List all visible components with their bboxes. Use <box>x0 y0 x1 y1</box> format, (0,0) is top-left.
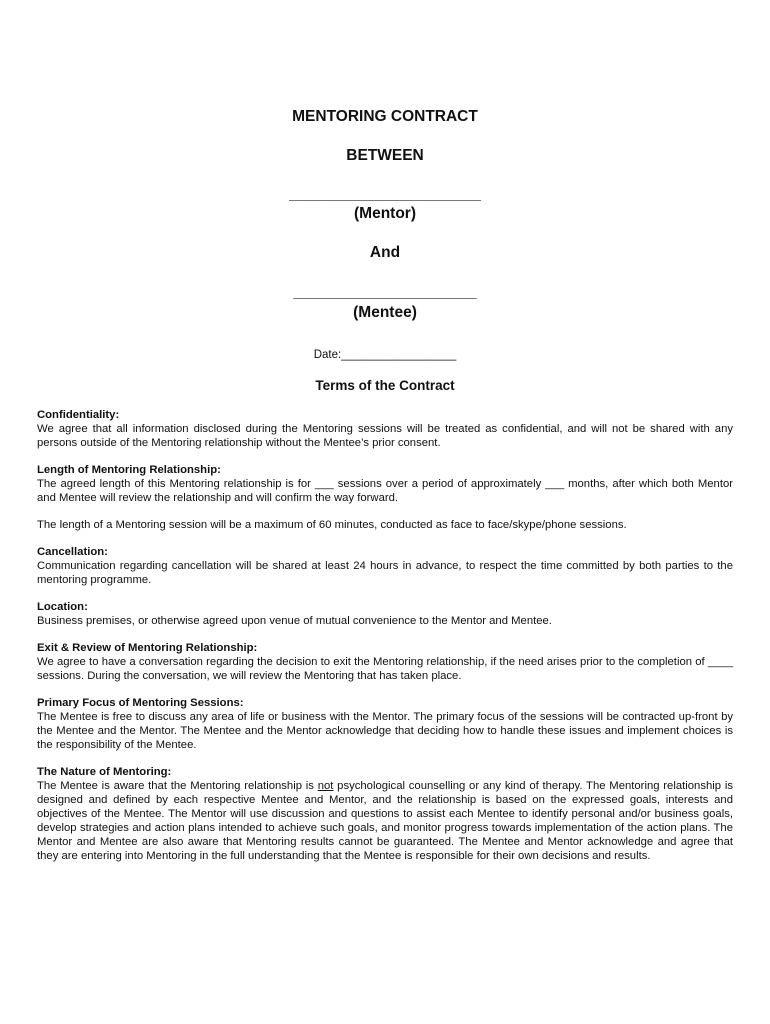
section-heading: Location: <box>37 601 88 613</box>
mentee-label: (Mentee) <box>353 304 417 321</box>
section-text <box>37 779 733 863</box>
mentor-name-line: _______________________ <box>289 186 481 203</box>
section-heading: Primary Focus of Mentoring Sessions: <box>37 697 244 709</box>
section-heading: Cancellation: <box>37 546 108 558</box>
mentor-label: (Mentor) <box>354 205 416 222</box>
section-text: Communication regarding cancellation will be shared at least 24 hours in advance, to respect the time committed by both parties to the mentoring programme. <box>37 560 733 586</box>
session-length-paragraph <box>37 518 733 532</box>
and-label: And <box>369 244 401 261</box>
section-text: Business premises, or otherwise agreed upon venue of mutual convenience to the Mentor and Mentee. <box>37 615 552 627</box>
section-heading: Exit & Review of Mentoring Relationship: <box>37 642 258 654</box>
confidentiality-section <box>37 408 733 450</box>
not-emphasis: not <box>317 780 334 792</box>
section-text: We agree that all information disclosed during the Mentoring sessions will be treated as confidential, and will not be shared with any persons outside of the Mentoring relationship without the Mentee’s prior consent. <box>37 423 733 449</box>
date-field: Date:__________________ <box>313 349 457 361</box>
contract-title: MENTORING CONTRACT <box>292 108 478 125</box>
exit-review-section <box>37 641 733 683</box>
section-text: We agree to have a conversation regarding the decision to exit the Mentoring relationship, if the need arises prior to the completion of ____ sessions. During the conversation, we will review the Mentoring that has taken place. <box>37 656 733 682</box>
nature-text-rest: psychological counselling or any kind of therapy. The Mentoring relationship is designed and defined by each respective Mentee and Mentor, and the relationship is based on the expressed goals, interests and objectives of the Mentee. The Mentor will use discussion and questions to assist each Mentee to identify personal and/or business goals, develop strategies and action plans intended to achieve such goals, and monitor progress towards implementation of the action plans. The Mentor and Mentee are also aware that Mentoring results cannot be guaranteed. The Mentee and Mentor acknowledge and agree that they are entering into Mentoring in the full understanding that the Mentee is responsible for their own decisions and results. <box>37 780 733 862</box>
section-heading: Confidentiality: <box>37 409 120 421</box>
section-heading: The Nature of Mentoring: <box>37 766 172 778</box>
section-text: The agreed length of this Mentoring relationship is for ___ sessions over a period of approximately ___ months, after which both Mentor and Mentee will review the relationship and will confirm the way forward. <box>37 478 733 504</box>
between-label: BETWEEN <box>346 147 424 164</box>
section-heading: Length of Mentoring Relationship: <box>37 464 221 476</box>
section-text: The length of a Mentoring session will be a maximum of 60 minutes, conducted as face to face/skype/phone sessions. <box>37 519 627 531</box>
contract-body <box>37 408 733 876</box>
length-section <box>37 463 733 505</box>
mentee-name-line: ______________________ <box>293 284 477 301</box>
primary-focus-section <box>37 696 733 752</box>
location-section <box>37 600 733 628</box>
terms-heading: Terms of the Contract <box>315 378 455 393</box>
nature-section <box>37 765 733 863</box>
section-text: The Mentee is free to discuss any area of life or business with the Mentor. The primary focus of the sessions will be contracted up-front by the Mentee and the Mentor. The Mentee and the Mentor acknowledge that deciding how to handle these issues and implement choices is the responsibility of the Mentee. <box>37 711 733 751</box>
nature-text-start: The Mentee is aware that the Mentoring relationship is <box>37 780 318 792</box>
cancellation-section <box>37 545 733 587</box>
